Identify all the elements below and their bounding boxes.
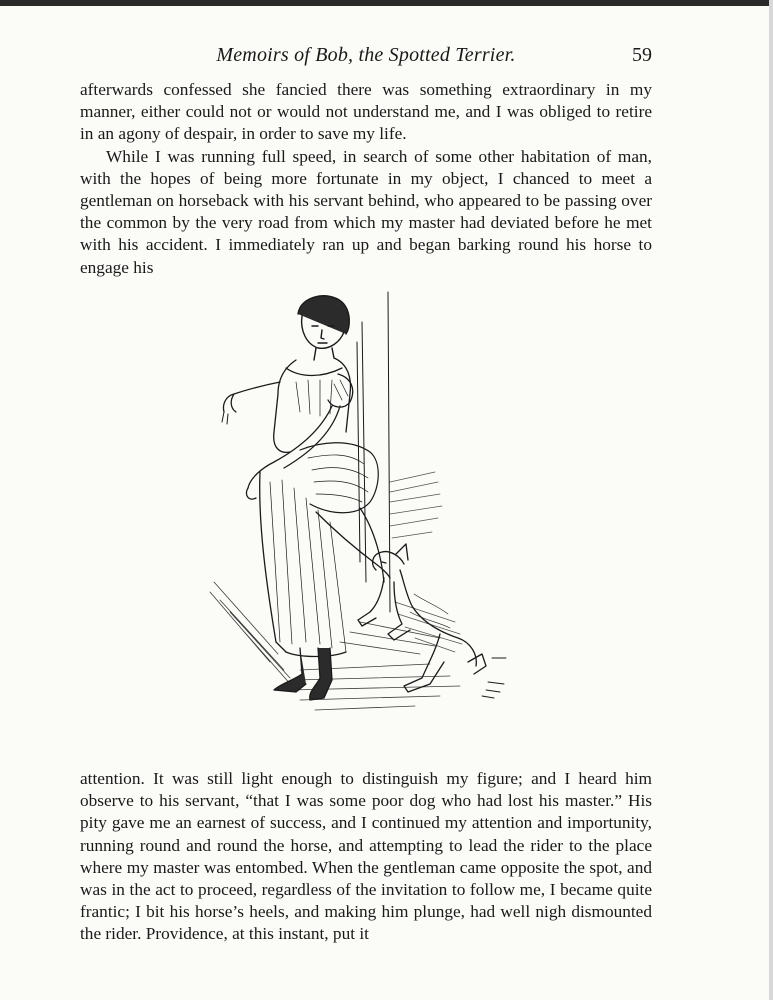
woman-skirt: [260, 472, 390, 657]
running-title: Memoirs of Bob, the Spotted Terrier.: [216, 44, 516, 66]
paragraph: While I was running full speed, in search of some other habitation of man, with the hopes of being more fortunate in my object, I chanced to meet a gentleman on horseback with his servant behind, who appeared to be passing over the common by the very road from which my master had deviated before he met with his accident. I immediately ran up and began barking round his horse to engage his: [80, 146, 652, 277]
page-right-edge: [769, 0, 773, 1000]
woman-torso: [222, 358, 353, 499]
page-number: 59: [632, 44, 652, 66]
page-header: [80, 44, 652, 70]
woman-with-dog-illustration: [200, 282, 530, 727]
paragraph: attention. It was still light enough to distinguish my figure; and I heard him observe to his servant, “that I was some poor dog who had lost his master.” His pity gave me an earnest of success, and I continued my attention and importunity, running round and round the horse, and attempting to lead the rider to the place where my master was entombed. When the gentleman came opposite the spot, and was in the act to proceed, regardless of the invitation to follow me, I became quite frantic; I bit his horse’s heels, and making him plunge, had well nigh dismounted the rider. Providence, at this instant, put it: [80, 769, 652, 944]
woman-head: [298, 296, 349, 360]
doorframe-lines: [357, 292, 390, 612]
woman-apron: [300, 443, 378, 513]
body-text-top: [80, 79, 652, 279]
paragraph: afterwards confessed she fancied there was something extraordinary in my manner, either could not or would not understand me, and I was obliged to retire in an agony of despair, in order to save my life.: [80, 80, 652, 144]
body-text-bottom: [80, 768, 652, 946]
page-top-edge: [0, 0, 773, 6]
floor-shadow: [210, 582, 460, 710]
terrier-dog: [358, 544, 486, 692]
